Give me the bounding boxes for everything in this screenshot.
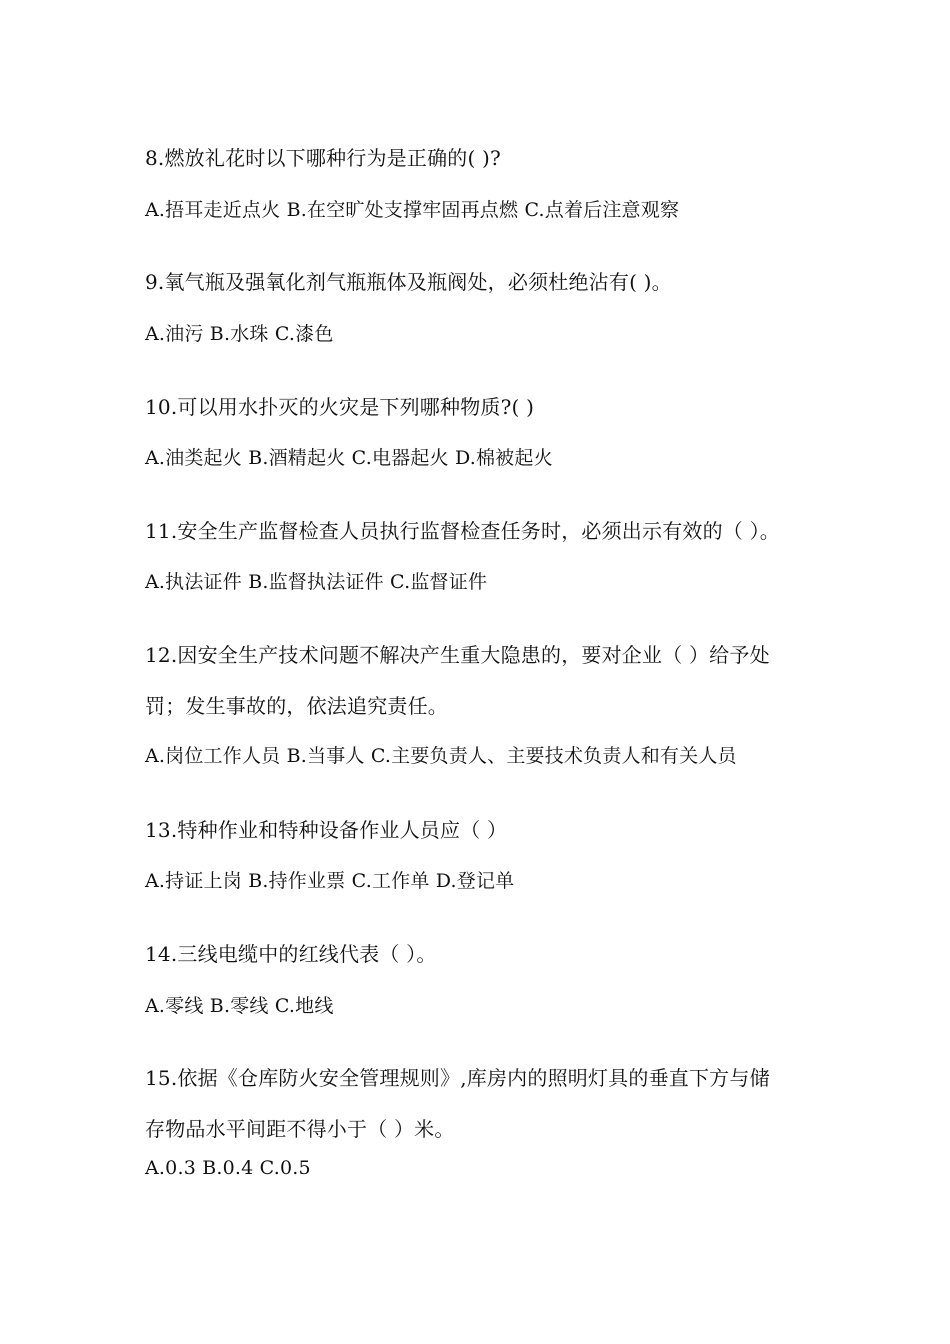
question-10-stem: 10.可以用水扑灭的火灾是下列哪种物质?( ): [145, 395, 535, 419]
question-15-stem-line-2: 存物品水平间距不得小于（ ）米。: [145, 1117, 455, 1141]
question-11-stem: 11.安全生产监督检查人员执行监督检查任务时，必须出示有效的（ ）。: [145, 519, 780, 543]
question-9-options: A.油污 B.水珠 C.漆色: [145, 323, 334, 345]
question-12-options: A.岗位工作人员 B.当事人 C.主要负责人、主要技术负责人和有关人员: [145, 745, 737, 767]
question-9-stem: 9.氧气瓶及强氧化剂气瓶瓶体及瓶阀处，必须杜绝沾有( )。: [145, 270, 672, 294]
question-12-stem-line-1: 12.因安全生产技术问题不解决产生重大隐患的，要对企业（ ）给予处: [145, 643, 770, 667]
question-14-options: A.零线 B.零线 C.地线: [145, 995, 334, 1017]
question-13-options: A.持证上岗 B.持作业票 C.工作单 D.登记单: [145, 870, 515, 892]
question-13-stem: 13.特种作业和特种设备作业人员应（ ）: [145, 818, 508, 842]
question-8-options: A.捂耳走近点火 B.在空旷处支撑牢固再点燃 C.点着后注意观察: [145, 199, 680, 221]
question-8-stem: 8.燃放礼花时以下哪种行为是正确的( )?: [145, 146, 501, 170]
question-15-options: A.0.3 B.0.4 C.0.5: [145, 1157, 311, 1179]
question-14-stem: 14.三线电缆中的红线代表（ ）。: [145, 942, 437, 966]
question-12-stem-line-2: 罚；发生事故的，依法追究责任。: [145, 694, 448, 718]
question-15-stem-line-1: 15.依据《仓库防火安全管理规则》,库房内的照明灯具的垂直下方与储: [145, 1066, 770, 1090]
question-10-options: A.油类起火 B.酒精起火 C.电器起火 D.棉被起火: [145, 447, 553, 469]
question-11-options: A.执法证件 B.监督执法证件 C.监督证件: [145, 571, 488, 593]
